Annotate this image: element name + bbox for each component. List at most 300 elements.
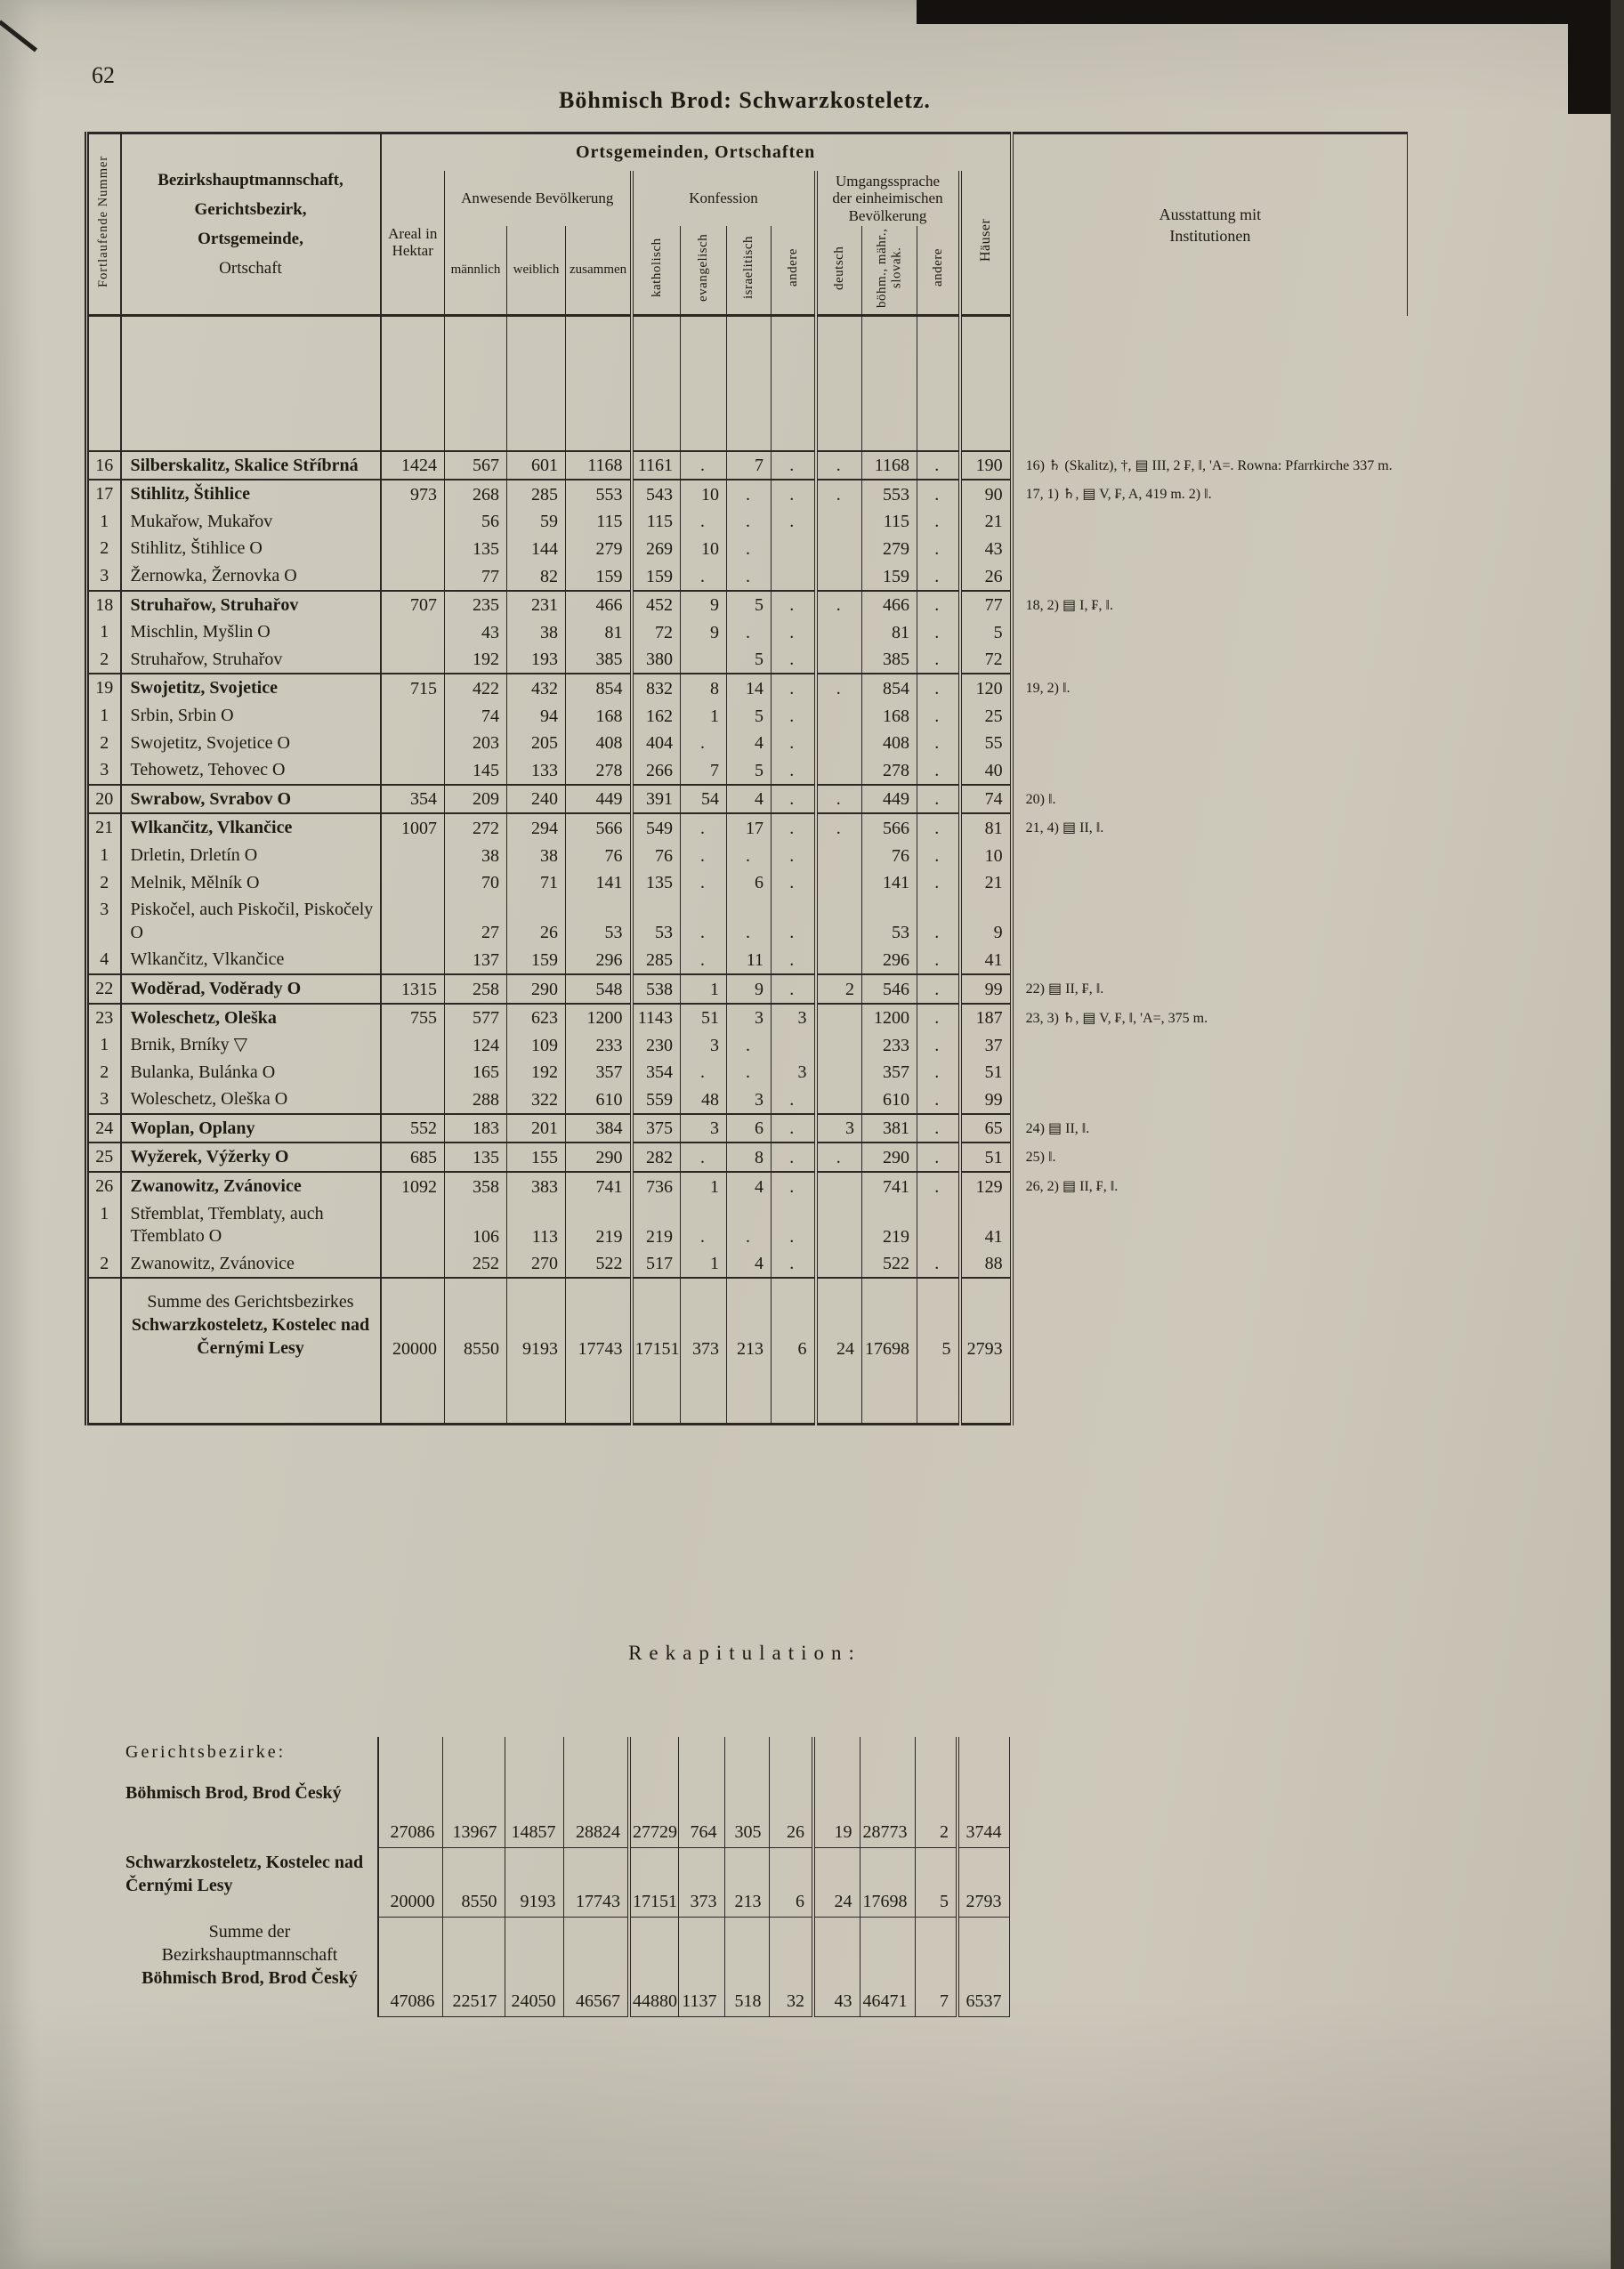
institutions-note: 22) ▤ II, ₣, ‖. [1012,974,1408,1004]
header-ortschaft: Ortschaft [219,259,282,279]
value-cell: 21 [960,508,1012,536]
value-cell [381,756,445,785]
value-cell: 290 [862,1143,917,1172]
value-cell: 159 [566,562,632,591]
value-cell: 56 [445,508,507,536]
value-cell: 2793 [960,1278,1012,1369]
value-cell [772,535,816,562]
value-cell: 1200 [862,1004,917,1032]
value-cell: 553 [566,480,632,508]
value-cell: 230 [632,1031,681,1059]
table-row: 1 Mischlin, Myšlin O 43 38 81 72 9 . . 81 . 5 [87,618,1408,646]
value-cell: 27086 [378,1778,442,1847]
place-name: Wyžerek, Výžerky O [121,1143,381,1172]
value-cell [816,730,862,757]
value-cell: 422 [445,674,507,702]
value-cell: . [917,1114,960,1143]
value-cell: 40 [960,756,1012,785]
value-cell: . [681,869,727,897]
value-cell: 285 [632,946,681,974]
value-cell: 28824 [563,1778,629,1847]
value-cell: 2793 [957,1847,1009,1917]
value-cell: . [917,591,960,619]
value-cell [816,946,862,974]
scan-artifact-top [917,0,1624,24]
header-boehmisch-maehrisch-slovakisch: böhm., mähr., slovak. [862,226,917,316]
value-cell: 522 [566,1250,632,1279]
value-cell: 76 [566,842,632,869]
value-cell [381,946,445,974]
table-row [87,1278,1408,1369]
value-cell: 764 [678,1778,724,1847]
header-umgangssprache: Umgangssprache der einheimischen Bevölkerung [816,171,960,227]
value-cell [816,756,862,785]
value-cell: 1200 [566,1004,632,1032]
value-cell: 269 [632,535,681,562]
value-cell: 296 [566,946,632,974]
value-cell: 7 [727,451,772,480]
value-cell: . [681,508,727,536]
value-cell: . [681,813,727,842]
header-weiblich: weiblich [507,226,566,316]
institutions-note: 21, 4) ▤ II, ‖. [1012,813,1408,974]
value-cell: . [917,974,960,1004]
institutions-note: 19, 2) ‖. [1012,674,1408,784]
value-cell: 94 [507,702,566,730]
value-cell: 380 [632,646,681,674]
value-cell: 543 [632,480,681,508]
header-konfession: Konfession [632,171,816,227]
value-cell: 168 [566,702,632,730]
value-cell: 5 [727,591,772,619]
header-gerichtsbezirk: Gerichtsbezirk, [194,199,307,219]
place-name: Woplan, Oplany [121,1114,381,1143]
value-cell: 235 [445,591,507,619]
value-cell [381,1250,445,1279]
value-cell: 165 [445,1059,507,1086]
value-cell: . [772,1172,816,1200]
value-cell: 559 [632,1086,681,1114]
value-cell: 408 [566,730,632,757]
value-cell: . [772,869,816,897]
value-cell: 290 [507,974,566,1004]
value-cell: . [772,896,816,946]
value-cell: 449 [862,785,917,814]
place-name: Swrabow, Svrabov O [121,785,381,814]
value-cell: 9 [960,896,1012,946]
table-row: 1 Střemblat, Třemblaty, auch Třemblato O 106 113 219 219 . . . 219 41 [87,1200,1408,1250]
value-cell: 109 [507,1031,566,1059]
value-cell: . [917,756,960,785]
rekapitulation-title: Rekapitulation: [628,1642,861,1664]
header-ortsgemeinde: Ortsgemeinde, [198,230,303,249]
value-cell: . [772,946,816,974]
rekap-row [85,1778,1405,1847]
header-name-column [121,133,381,316]
value-cell: . [917,869,960,897]
ausstattung-label: Ausstattung mit Institutionen [1159,205,1262,245]
value-cell: 9 [681,618,727,646]
table-row: 1 Mukařow, Mukařov 56 59 115 115 . . . 115 . 21 [87,508,1408,536]
value-cell: 20000 [378,1847,442,1917]
value-cell: 5 [727,646,772,674]
value-cell: . [917,842,960,869]
value-cell: 159 [862,562,917,591]
value-cell: . [917,646,960,674]
value-cell: 358 [445,1172,507,1200]
value-cell: 1092 [381,1172,445,1200]
value-cell: 3 [772,1059,816,1086]
value-cell: 4 [727,730,772,757]
value-cell [816,896,862,946]
value-cell: . [727,535,772,562]
value-cell: 1168 [566,451,632,480]
value-cell: . [917,618,960,646]
value-cell: 3 [681,1114,727,1143]
value-cell: . [681,1200,727,1250]
value-cell: 144 [507,535,566,562]
value-cell: 27 [445,896,507,946]
value-cell: 32 [769,1917,813,2016]
value-cell: 8 [681,674,727,702]
rekap-row [85,1847,1405,1917]
value-cell: 9 [727,974,772,1004]
place-name: Stihlitz, Štihlice [121,480,381,508]
value-cell: 9 [681,591,727,619]
value-cell: 1 [681,1250,727,1279]
value-cell: 27729 [629,1778,678,1847]
value-cell: 973 [381,480,445,508]
value-cell: . [727,1031,772,1059]
value-cell [772,562,816,591]
table-row: 2 Zwanowitz, Zvánovice 252 270 522 517 1 4 . 522 . 88 [87,1250,1408,1279]
place-name: Zwanowitz, Zvánovice [121,1172,381,1200]
value-cell: 2 [816,974,862,1004]
value-cell: . [727,562,772,591]
value-cell [816,842,862,869]
scan-artifact-mark [0,20,37,52]
value-cell [381,562,445,591]
value-cell: . [917,785,960,814]
value-cell: 47086 [378,1917,442,2016]
value-cell: 279 [862,535,917,562]
value-cell: . [772,618,816,646]
value-cell: 577 [445,1004,507,1032]
value-cell [381,730,445,757]
value-cell: 548 [566,974,632,1004]
value-cell: 6 [769,1847,813,1917]
value-cell: . [816,451,862,480]
value-cell: . [917,1143,960,1172]
value-cell: . [772,508,816,536]
value-cell: 373 [681,1278,727,1369]
table-row: 23 Woleschetz, Oleška 755 577 623 1200 1143 51 3 3 1200 . 187 23, 3) ♄, ▤ V, ₣, ‖, 'A=, 375 m. [87,1004,1408,1032]
value-cell: 21 [960,869,1012,897]
place-name: Melnik, Mělník O [121,869,381,897]
place-name: Mukařow, Mukařov [121,508,381,536]
value-cell: 74 [960,785,1012,814]
header-evangelisch: evangelisch [681,226,727,316]
value-cell: 357 [566,1059,632,1086]
value-cell: . [772,480,816,508]
value-cell [381,869,445,897]
value-cell: 5 [727,702,772,730]
value-cell: 2 [915,1778,957,1847]
value-cell: 133 [507,756,566,785]
value-cell: . [681,946,727,974]
value-cell [816,1086,862,1114]
value-cell: 685 [381,1143,445,1172]
value-cell: 81 [960,813,1012,842]
value-cell: 288 [445,1086,507,1114]
institutions-note [1012,1278,1408,1369]
value-cell: . [681,1143,727,1172]
value-cell: 213 [727,1278,772,1369]
institutions-note: 25) ‖. [1012,1143,1408,1172]
value-cell: 141 [862,869,917,897]
value-cell [381,646,445,674]
value-cell: . [816,785,862,814]
value-cell: 46567 [563,1917,629,2016]
value-cell: 26 [507,896,566,946]
table-row: 2 Stihlitz, Štihlice O 135 144 279 269 10 . 279 . 43 [87,535,1408,562]
value-cell: 266 [632,756,681,785]
value-cell: 115 [862,508,917,536]
value-cell: . [772,702,816,730]
value-cell: 74 [445,702,507,730]
value-cell: 384 [566,1114,632,1143]
value-cell: . [772,785,816,814]
value-cell: 549 [632,813,681,842]
value-cell: 391 [632,785,681,814]
value-cell: 268 [445,480,507,508]
value-cell: 5 [727,756,772,785]
table-row: 22 Woděrad, Voděrady O 1315 258 290 548 538 1 9 . 2 546 . 99 22) ▤ II, ₣, ‖. [87,974,1408,1004]
value-cell: 113 [507,1200,566,1250]
value-cell: . [917,480,960,508]
value-cell: 9193 [505,1847,563,1917]
value-cell: 65 [960,1114,1012,1143]
value-cell: 832 [632,674,681,702]
value-cell: 3 [727,1086,772,1114]
value-cell: 552 [381,1114,445,1143]
value-cell: 155 [507,1143,566,1172]
value-cell: 115 [632,508,681,536]
value-cell: 219 [566,1200,632,1250]
value-cell: 82 [507,562,566,591]
value-cell: . [772,974,816,1004]
value-cell: 404 [632,730,681,757]
header-andere-konfession: andere [772,226,816,316]
value-cell: 322 [507,1086,566,1114]
value-cell [381,1031,445,1059]
value-cell: 4 [727,785,772,814]
place-name: Drletin, Drletín O [121,842,381,869]
value-cell: 55 [960,730,1012,757]
value-cell: . [917,1059,960,1086]
value-cell: . [917,508,960,536]
value-cell: . [681,451,727,480]
value-cell: 59 [507,508,566,536]
value-cell: 1424 [381,451,445,480]
value-cell: 566 [862,813,917,842]
value-cell [381,1086,445,1114]
value-cell: 20000 [381,1278,445,1369]
value-cell: 51 [960,1143,1012,1172]
value-cell: 41 [960,1200,1012,1250]
value-cell: 72 [960,646,1012,674]
value-cell: 11 [727,946,772,974]
value-cell: 145 [445,756,507,785]
header-bevoelkerung: Anwesende Bevölkerung [445,171,632,227]
value-cell: 272 [445,813,507,842]
value-cell: 296 [862,946,917,974]
value-cell [381,535,445,562]
table-row: 2 Bulanka, Bulánka O 165 192 357 354 . . 3 357 . 51 [87,1059,1408,1086]
value-cell: . [917,896,960,946]
value-cell: 135 [445,535,507,562]
value-cell: 231 [507,591,566,619]
running-number-label: Fortlaufende Nummer [96,155,111,288]
value-cell: 517 [632,1250,681,1279]
value-cell: 385 [862,646,917,674]
value-cell [772,1031,816,1059]
value-cell: 240 [507,785,566,814]
value-cell: 71 [507,869,566,897]
value-cell: . [816,674,862,702]
value-cell: 8550 [442,1847,505,1917]
place-name: Swojetitz, Svojetice O [121,730,381,757]
value-cell: . [681,1059,727,1086]
header-ausstattung [1012,133,1408,316]
value-cell [816,1059,862,1086]
table-row: 1 Srbin, Srbin O 74 94 168 162 1 5 . 168 . 25 [87,702,1408,730]
table-row: 3 Tehowetz, Tehovec O 145 133 278 266 7 5 . 278 . 40 [87,756,1408,785]
value-cell: . [727,1059,772,1086]
value-cell: 567 [445,451,507,480]
value-cell: 610 [566,1086,632,1114]
value-cell: . [727,618,772,646]
value-cell: 385 [566,646,632,674]
place-name: Piskočel, auch Piskočil, Piskočely O [121,896,381,946]
header-running-number [87,133,121,316]
value-cell: . [917,702,960,730]
place-name: Woleschetz, Oleška O [121,1086,381,1114]
value-cell: . [772,451,816,480]
table-row: 3 Woleschetz, Oleška O 288 322 610 559 48 3 . 610 . 99 [87,1086,1408,1114]
value-cell: . [772,1200,816,1250]
value-cell: 24 [813,1847,860,1917]
value-cell [816,869,862,897]
value-cell: 452 [632,591,681,619]
table-row: 2 Struhařow, Struhařov 192 193 385 380 5 . 385 . 72 [87,646,1408,674]
table-row: 18 Struhařow, Struhařov 707 235 231 466 452 9 5 . . 466 . 77 18, 2) ▤ I, ₣, ‖. [87,591,1408,619]
value-cell: 285 [507,480,566,508]
rekap-label-row [85,1737,1405,1778]
value-cell: 106 [445,1200,507,1250]
value-cell: 5 [917,1278,960,1369]
value-cell: 233 [862,1031,917,1059]
haeuser-label: Häuser [977,218,993,262]
institutions-note: 18, 2) ▤ I, ₣, ‖. [1012,591,1408,674]
table-row: 1 Brnik, Brníky ▽ 124 109 233 230 3 . 233 . 37 [87,1031,1408,1059]
value-cell [381,842,445,869]
value-cell: 141 [566,869,632,897]
value-cell: 736 [632,1172,681,1200]
value-cell: 354 [632,1059,681,1086]
value-cell: 707 [381,591,445,619]
spacer-row [87,316,1408,451]
value-cell [816,535,862,562]
statistics-table [85,132,1408,1425]
value-cell: 137 [445,946,507,974]
place-name: Střemblat, Třemblaty, auch Třemblato O [121,1200,381,1250]
rekap-row [85,1917,1405,2016]
value-cell: 17743 [566,1278,632,1369]
value-cell: . [816,813,862,842]
value-cell [381,618,445,646]
value-cell: 270 [507,1250,566,1279]
value-cell: 5 [915,1847,957,1917]
place-name: Mischlin, Myšlin O [121,618,381,646]
value-cell: 135 [445,1143,507,1172]
header-maennlich: männlich [445,226,507,316]
value-cell: 623 [507,1004,566,1032]
value-cell: 203 [445,730,507,757]
header-areal: Areal in Hektar [381,171,445,316]
value-cell: . [917,451,960,480]
value-cell [816,1004,862,1032]
value-cell [381,1059,445,1086]
table-row: 3 Piskočel, auch Piskočil, Piskočely O 27 26 53 53 . . . 53 . 9 [87,896,1408,946]
value-cell: 209 [445,785,507,814]
value-cell: . [681,562,727,591]
table-row: 25 Wyžerek, Výžerky O 685 135 155 290 282 . 8 . . 290 . 51 25) ‖. [87,1143,1408,1172]
value-cell: 3 [727,1004,772,1032]
value-cell: 72 [632,618,681,646]
table-row: 26 Zwanowitz, Zvánovice 1092 358 383 741 736 1 4 . 741 . 129 26, 2) ▤ II, ₣, ‖. [87,1172,1408,1200]
value-cell: . [816,591,862,619]
value-cell: 305 [724,1778,769,1847]
value-cell: 129 [960,1172,1012,1200]
value-cell: 54 [681,785,727,814]
value-cell: 8 [727,1143,772,1172]
value-cell: 17698 [860,1847,915,1917]
value-cell: 115 [566,508,632,536]
value-cell: . [816,1143,862,1172]
value-cell: . [772,646,816,674]
value-cell: 381 [862,1114,917,1143]
value-cell: 38 [445,842,507,869]
value-cell: 566 [566,813,632,842]
value-cell [816,1172,862,1200]
value-cell: 17698 [862,1278,917,1369]
place-name: Swojetitz, Svojetice [121,674,381,702]
value-cell: 10 [681,480,727,508]
table-row: 19 Swojetitz, Svojetice 715 422 432 854 832 8 14 . . 854 . 120 19, 2) ‖. [87,674,1408,702]
value-cell: 22517 [442,1917,505,2016]
value-cell [816,1200,862,1250]
value-cell: . [917,562,960,591]
value-cell: 9193 [507,1278,566,1369]
value-cell: 48 [681,1086,727,1114]
header-zusammen: zusammen [566,226,632,316]
value-cell: 124 [445,1031,507,1059]
institutions-note: 20) ‖. [1012,785,1408,814]
value-cell: 357 [862,1059,917,1086]
value-cell: 159 [507,946,566,974]
value-cell: 4 [727,1250,772,1279]
